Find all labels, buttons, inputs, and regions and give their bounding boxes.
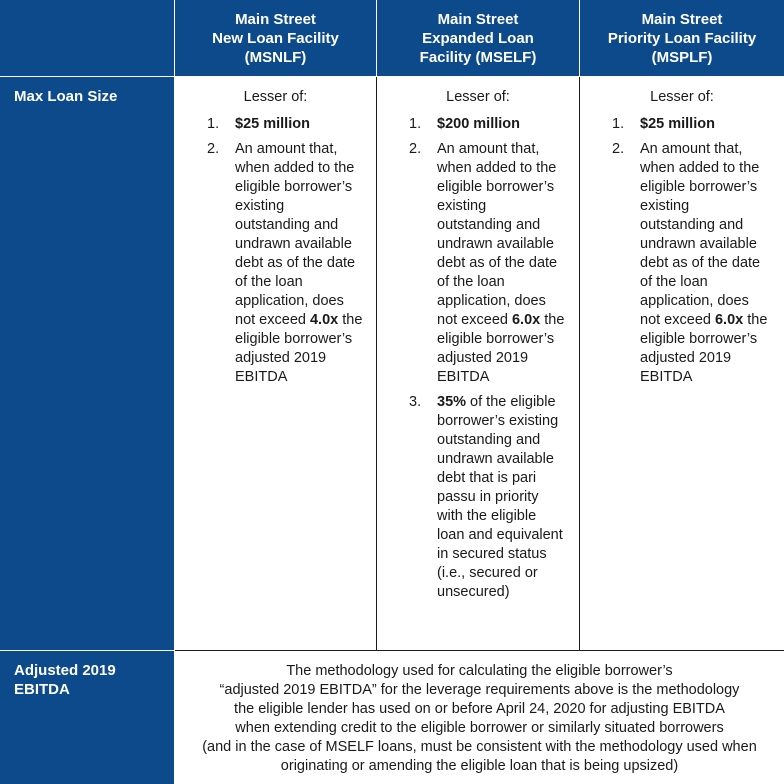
cell-msnlf-max-loan bbox=[175, 77, 376, 650]
list-item: 2. An amount that, when added to the eligible borrower’s existing outstanding and undrawn available debt as of the date of the loan application, does not exceed 6.0x the eligible borrower’s adjusted 2019 EBITDA bbox=[612, 141, 768, 385]
list-item: 2. An amount that, when added to the eligible borrower’s existing outstanding and undrawn available debt as of the date of the loan application, does not exceed 6.0x the eligible borrower’s adjusted 2019 EBITDA bbox=[409, 141, 565, 385]
header-corner bbox=[0, 0, 174, 76]
methodology-line: The methodology used for calculating the eligible borrower’s bbox=[286, 663, 673, 679]
criteria-list bbox=[175, 115, 376, 387]
max-loan-size-label: Max Loan Size bbox=[14, 88, 118, 105]
methodology-line: originating or amending the eligible loan that is being upsized) bbox=[280, 758, 679, 774]
row-label-adjusted-ebitda bbox=[0, 651, 174, 784]
header-mself-line1: Main Street bbox=[437, 10, 519, 28]
list-item: 1. $200 million bbox=[409, 116, 521, 132]
methodology-line: “adjusted 2019 EBITDA” for the leverage requirements above is the methodology bbox=[219, 682, 740, 698]
lesser-of-text: Lesser of: bbox=[650, 89, 714, 105]
methodology-line: (and in the case of MSELF loans, must be consistent with the methodology used when bbox=[202, 739, 757, 755]
criteria-list bbox=[580, 115, 784, 387]
header-msplf-line1: Main Street bbox=[641, 10, 723, 28]
header-msnlf-line3: (MSNLF) bbox=[244, 48, 307, 66]
column-divider bbox=[579, 77, 580, 650]
list-item: 3. 35% of the eligible borrower’s existing outstanding and undrawn available debt that is pari passu in priority with the eligible loan and equivalent in secured status (i.e., secured or unsecured) bbox=[409, 394, 563, 600]
header-mself bbox=[377, 0, 579, 76]
row-label-max-loan-size bbox=[0, 77, 174, 650]
header-msnlf-line2: New Loan Facility bbox=[212, 29, 339, 47]
cell-mself-max-loan bbox=[377, 77, 579, 650]
criteria-list bbox=[377, 115, 579, 602]
methodology-line: when extending credit to the eligible borrower or similarly situated borrowers bbox=[235, 720, 724, 736]
cell-msplf-max-loan bbox=[580, 77, 784, 650]
header-msplf-line2: Priority Loan Facility bbox=[607, 29, 757, 47]
adjusted-ebitda-label-line2: EBITDA bbox=[14, 681, 70, 698]
header-msplf bbox=[580, 0, 784, 76]
methodology-line: the eligible lender has used on or before April 24, 2020 for adjusting EBITDA bbox=[234, 701, 725, 717]
header-msnlf-line1: Main Street bbox=[235, 10, 316, 28]
list-item: 1. $25 million bbox=[207, 116, 310, 132]
lesser-of-text: Lesser of: bbox=[243, 89, 308, 105]
header-mself-line3: Facility (MSELF) bbox=[419, 48, 537, 66]
header-msnlf bbox=[175, 0, 376, 76]
cell-ebitda-methodology bbox=[175, 651, 784, 784]
column-divider bbox=[376, 77, 377, 650]
header-mself-line2: Expanded Loan bbox=[422, 29, 534, 47]
header-msplf-line3: (MSPLF) bbox=[651, 48, 713, 66]
list-item: 2. An amount that, when added to the eligible borrower’s existing outstanding and undrawn available debt as of the date of the loan application, does not exceed 4.0x the eligible borrower’s adjusted 2019 EBITDA bbox=[207, 141, 363, 385]
adjusted-ebitda-label-line1: Adjusted 2019 bbox=[14, 662, 116, 679]
list-item: 1. $25 million bbox=[612, 116, 715, 132]
lesser-of-text: Lesser of: bbox=[446, 89, 510, 105]
